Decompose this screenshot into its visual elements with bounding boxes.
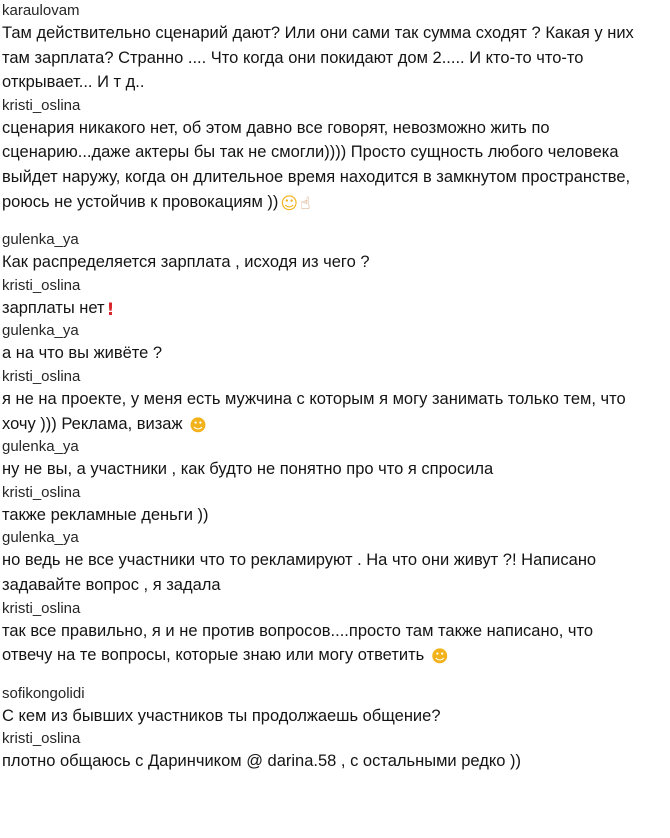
comment-line: там зарплата? Странно .... Что когда они покидают дом 2..... И кто-то что-то — [2, 48, 584, 67]
comment-text — [2, 619, 666, 668]
comment-line: но ведь не все участники что то рекламируют . На что они живут ?! Написано — [2, 551, 597, 570]
comment-text — [2, 503, 666, 528]
comment-text — [2, 749, 666, 774]
comment-text — [2, 250, 666, 275]
red-exclamation-icon: ! — [106, 299, 115, 320]
comment-line-with-emoji — [2, 412, 666, 437]
comment-gap — [2, 214, 666, 229]
comment — [2, 598, 666, 668]
comment-thread — [2, 0, 666, 774]
comment-text — [2, 21, 666, 95]
comment-author[interactable]: gulenka_ya — [2, 322, 79, 340]
comment — [2, 482, 666, 528]
comment-line: роюсь не устойчив к провокациям )) — [2, 192, 279, 211]
comment-author[interactable]: kristi_oslina — [2, 96, 81, 114]
comment — [2, 527, 666, 597]
comment-author[interactable]: kristi_oslina — [2, 483, 81, 501]
comment-line: Там действительно сценарий дают? Или они сами так сумма сходят ? Какая у них — [2, 24, 634, 42]
comment-text — [2, 116, 666, 214]
comment-author[interactable]: gulenka_ya — [2, 231, 79, 249]
comment-line: ну не вы, а участники , как будто не понятно про что я спросила — [2, 460, 494, 479]
comment — [2, 320, 666, 366]
comment-author[interactable]: gulenka_ya — [2, 529, 79, 547]
comment-line-with-emoji — [2, 296, 666, 321]
comment-author[interactable]: kristi_oslina — [2, 276, 81, 294]
comment-author[interactable]: karaulovam — [2, 2, 80, 19]
comment-line: задавайте вопрос , я задала — [2, 575, 221, 594]
comment-line: отвечу на те вопросы, которые знаю или могу ответить — [2, 646, 425, 665]
comment-line-with-emoji — [2, 190, 666, 215]
comment — [2, 683, 666, 729]
comment — [2, 436, 666, 482]
comment-line: открывает... И т д.. — [2, 73, 145, 92]
comment-line: выйдет наружу, когда он длительное время находится в замкнутом пространстве, — [2, 167, 631, 186]
comment-line: зарплаты нет — [2, 298, 105, 317]
comment-line: я не на проекте, у меня есть мужчина с которым я могу занимать только тем, что — [2, 389, 626, 408]
comment-line: сценарию...даже актеры бы так не смогли)))) Просто сущность любого человека — [2, 143, 619, 162]
comment — [2, 366, 666, 436]
comment-line: С кем из бывших участников ты продолжаешь общение? — [2, 706, 441, 725]
winking-face-icon: ☻ — [189, 415, 207, 436]
comment-text — [2, 457, 666, 482]
comment-author[interactable]: sofikongolidi — [2, 684, 85, 702]
comment-line: хочу ))) Реклама, визаж — [2, 414, 183, 433]
comment-text — [2, 341, 666, 366]
comment-author[interactable]: kristi_oslina — [2, 730, 81, 748]
comment-author[interactable]: gulenka_ya — [2, 438, 79, 456]
comment-line: сценария никакого нет, об этом давно все говорят, невозможно жить по — [2, 118, 550, 137]
comment-text — [2, 704, 666, 729]
comment-line-with-emoji — [2, 643, 666, 668]
comment — [2, 0, 666, 95]
comment-author[interactable]: kristi_oslina — [2, 599, 81, 617]
index-pointing-up-icon: ☝ — [300, 193, 311, 214]
comment-author[interactable]: kristi_oslina — [2, 367, 81, 385]
comment-text — [2, 296, 666, 321]
comment-line: так все правильно, я и не против вопросов....просто там также написано, что — [2, 621, 594, 640]
comment-line: также рекламные деньги )) — [2, 505, 209, 524]
comment-gap — [2, 668, 666, 683]
comment-line: а на что вы живёте ? — [2, 344, 163, 363]
comment-line: Как распределяется зарплата , исходя из чего ? — [2, 253, 370, 272]
comment — [2, 728, 666, 774]
comment-line: плотно общаюсь с Даринчиком @ darina.58 , с остальными редко )) — [2, 752, 522, 771]
comment-text — [2, 548, 666, 597]
relieved-face-icon: ☺ — [280, 193, 299, 214]
comment-text — [2, 387, 666, 436]
comment — [2, 229, 666, 275]
winking-face-icon: ☻ — [430, 647, 449, 668]
comment — [2, 275, 666, 321]
comment — [2, 95, 666, 214]
